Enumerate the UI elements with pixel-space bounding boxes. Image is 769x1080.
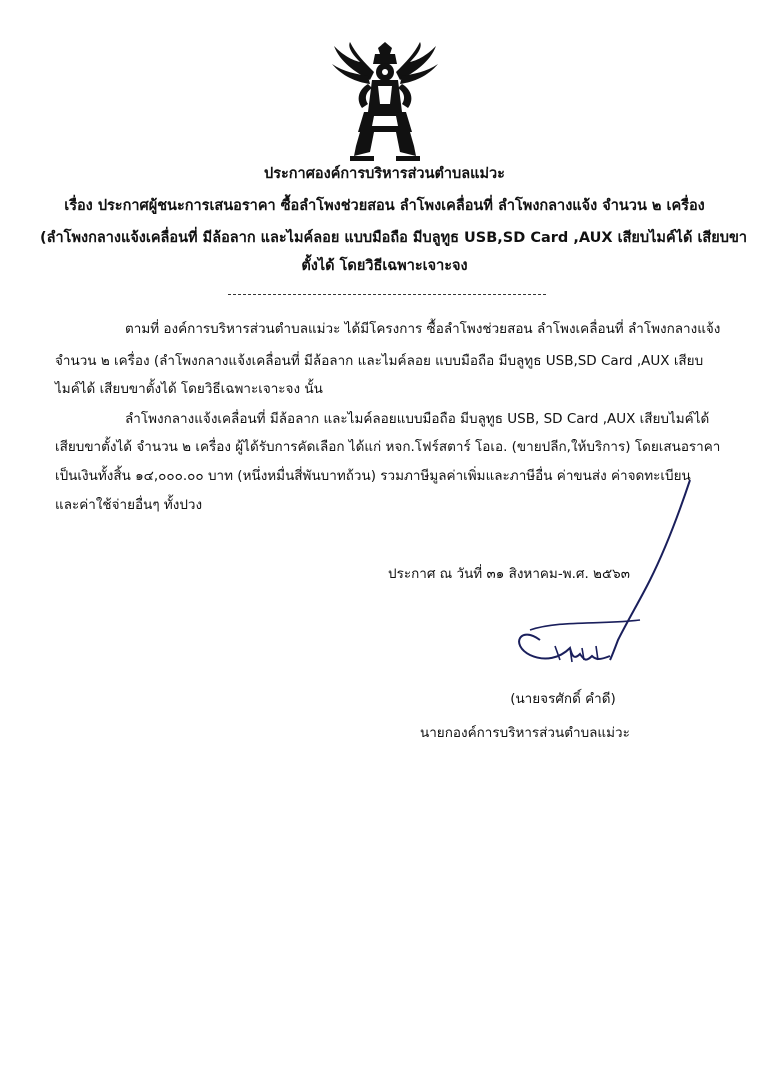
paragraph-1-line-2: จำนวน ๒ เครื่อง (ลำโพงกลางแจ้งเคลื่อนที่ มีล้อลาก และไมค์ลอย แบบมือถือ มีบลูทูธ USB,SD Card ,AUX เสียบ (55, 353, 704, 369)
announcement-date: ประกาศ ณ วันที่ ๓๑ สิงหาคม-พ.ศ. ๒๕๖๓ (388, 566, 630, 582)
paragraph-2-line-4: และค่าใช้จ่ายอื่นๆ ทั้งปวง (55, 497, 203, 513)
divider-line (228, 294, 546, 295)
paragraph-2-line-2: เสียบขาตั้งได้ จำนวน ๒ เครื่อง ผู้ได้รับการคัดเลือก ได้แก่ หจก.โฟร์สตาร์ โอเอ. (ขายปลีก,ให้บริการ) โดยเสนอราคา (55, 439, 721, 455)
paragraph-2-line-3: เป็นเงินทั้งสิ้น ๑๔,๐๐๐.๐๐ บาท (หนึ่งหมื่นสี่พันบาทถ้วน) รวมภาษีมูลค่าเพิ่มและภาษีอื่น ค่าขนส่ง ค่าจดทะเบียน (55, 468, 691, 484)
signatory-name: (นายจรศักดิ์ คำดี) (510, 691, 616, 707)
garuda-emblem (330, 42, 440, 162)
subject-line-1: เรื่อง ประกาศผู้ชนะการเสนอราคา ซื้อลำโพงช่วยสอน ลำโพงเคลื่อนที่ ลำโพงกลางแจ้ง จำนวน ๒ เครื่อง (64, 198, 705, 214)
handwritten-signature (500, 470, 700, 690)
paragraph-1-line-1: ตามที่ องค์การบริหารส่วนตำบลแม่วะ ได้มีโครงการ ซื้อลำโพงช่วยสอน ลำโพงเคลื่อนที่ ลำโพงกลางแจ้ง (125, 321, 721, 337)
paragraph-2-line-1: ลำโพงกลางแจ้งเคลื่อนที่ มีล้อลาก และไมค์ลอยแบบมือถือ มีบลูทูธ USB, SD Card ,AUX เสียบไมค์ได้ (125, 411, 710, 427)
subject-line-2: (ลำโพงกลางแจ้งเคลื่อนที่ มีล้อลาก และไมค์ลอย แบบมือถือ มีบลูทูธ USB,SD Card ,AUX เสียบไมค์ได้ เสียบขา (40, 230, 748, 246)
paragraph-1-line-3: ไมค์ได้ เสียบขาตั้งได้ โดยวิธีเฉพาะเจาะจง นั้น (55, 381, 323, 397)
signatory-position: นายกองค์การบริหารส่วนตำบลแม่วะ (420, 725, 630, 741)
subject-line-3: ตั้งได้ โดยวิธีเฉพาะเจาะจง (301, 258, 468, 274)
announcement-title: ประกาศองค์การบริหารส่วนตำบลแม่วะ (264, 166, 505, 182)
